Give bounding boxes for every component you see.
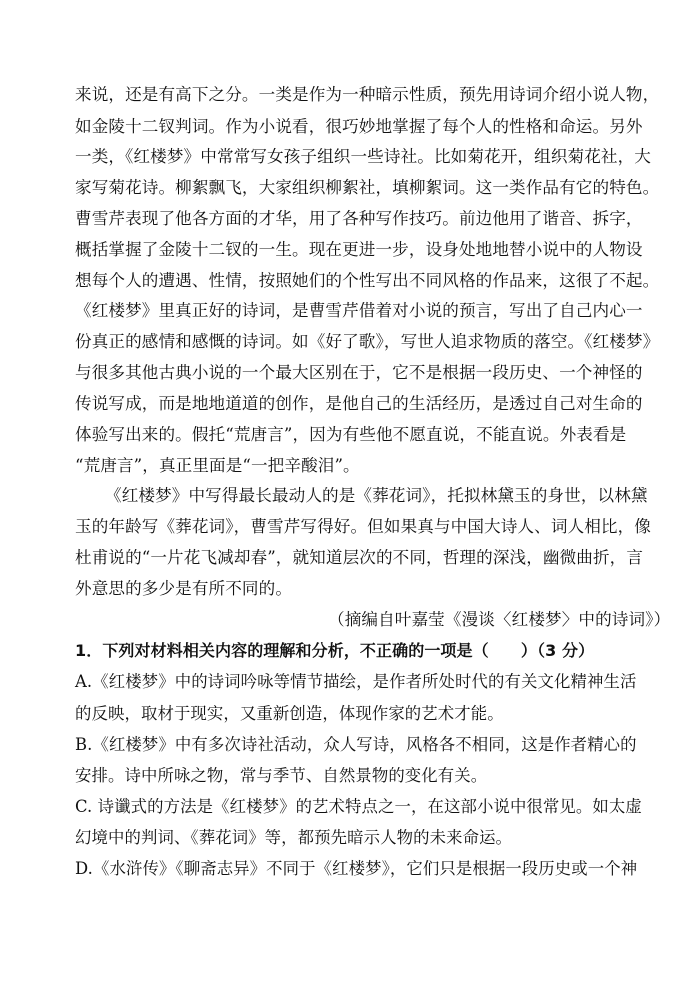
passage-line: 概括掌握了金陵十二钗的一生。现在更进一步，设身处地地替小说中的人物设 — [75, 240, 643, 259]
option-a-line-1: A.《红楼梦》中的诗词吟咏等情节描绘，是作者所处时代的有关文化精神生活 — [75, 672, 637, 691]
option-a-line-2: 的反映，取材于现实，又重新创造，体现作家的艺术才能。 — [75, 704, 504, 723]
passage-line: 传说写成，而是地地道道的创作，是他自己的生活经历，是透过自己对生命的 — [75, 394, 643, 413]
passage-line: “荒唐言”，真正里面是“一把辛酸泪”。 — [75, 456, 360, 475]
passage-line: 《红楼梦》里真正好的诗词，是曹雪芹借着对小说的预言，写出了自己内心一 — [75, 301, 643, 320]
passage-line: 如金陵十二钗判词。作为小说看，很巧妙地掌握了每个人的性格和命运。另外 — [75, 117, 643, 136]
paragraph-2-line: 杜甫说的“一片花飞减却春”，就知道层次的不同，哲理的深浅，幽微曲折，言 — [75, 548, 644, 567]
paragraph-2-line: 外意思的多少是有所不同的。 — [75, 579, 293, 598]
passage-line: 一类，《红楼梦》中常常写女孩子组织一些诗社。比如菊花开，组织菊花社，大 — [75, 147, 651, 166]
option-c-line-2: 幻境中的判词、《葬花词》等，都预先暗示人物的未来命运。 — [75, 828, 513, 847]
paragraph-2-line: 《红楼梦》中写得最长最动人的是《葬花词》，托拟林黛玉的身世，以林黛 — [105, 486, 648, 505]
source-citation: （摘编自叶嘉莹《漫谈〈红楼梦〉中的诗词》） — [328, 610, 671, 629]
paragraph-2-line: 玉的年龄写《葬花词》，曹雪芹写得好。但如果真与中国大诗人、词人相比，像 — [75, 517, 651, 536]
passage-line: 曹雪芹表现了他各方面的才华，用了各种写作技巧。前边他用了谐音、拆字， — [75, 209, 643, 228]
option-b-line-1: B.《红楼梦》中有多次诗社活动，众人写诗，风格各不相同，这是作者精心的 — [75, 735, 637, 754]
passage-line: 份真正的感情和感慨的诗词。如《好了歌》，写世人追求物质的落空。《红楼梦》 — [75, 332, 660, 351]
passage-line: 想每个人的遭遇、性情，按照她们的个性写出不同风格的作品来，这很了不起。 — [75, 271, 660, 290]
passage-line: 体验写出来的。假托“荒唐言”，因为有些他不愿直说，不能直说。外表看是 — [75, 425, 627, 444]
option-d-line-1: D.《水浒传》《聊斋志异》不同于《红楼梦》，它们只是根据一段历史或一个神 — [75, 859, 638, 878]
passage-line: 与很多其他古典小说的一个最大区别在于，它不是根据一段历史、一个神怪的 — [75, 363, 643, 382]
passage-line: 家写菊花诗。柳絮飘飞，大家组织柳絮社，填柳絮词。这一类作品有它的特色。 — [75, 178, 660, 197]
option-b-line-2: 安排。诗中所咏之物，常与季节、自然景物的变化有关。 — [75, 766, 488, 785]
option-c-line-1: C. 诗谶式的方法是《红楼梦》的艺术特点之一，在这部小说中很常见。如太虚 — [75, 797, 642, 816]
passage-line: 来说，还是有高下之分。一类是作为一种暗示性质，预先用诗词介绍小说人物， — [75, 85, 660, 104]
question-stem: 1．下列对材料相关内容的理解和分析，不正确的一项是（ ）（3 分） — [75, 641, 595, 660]
